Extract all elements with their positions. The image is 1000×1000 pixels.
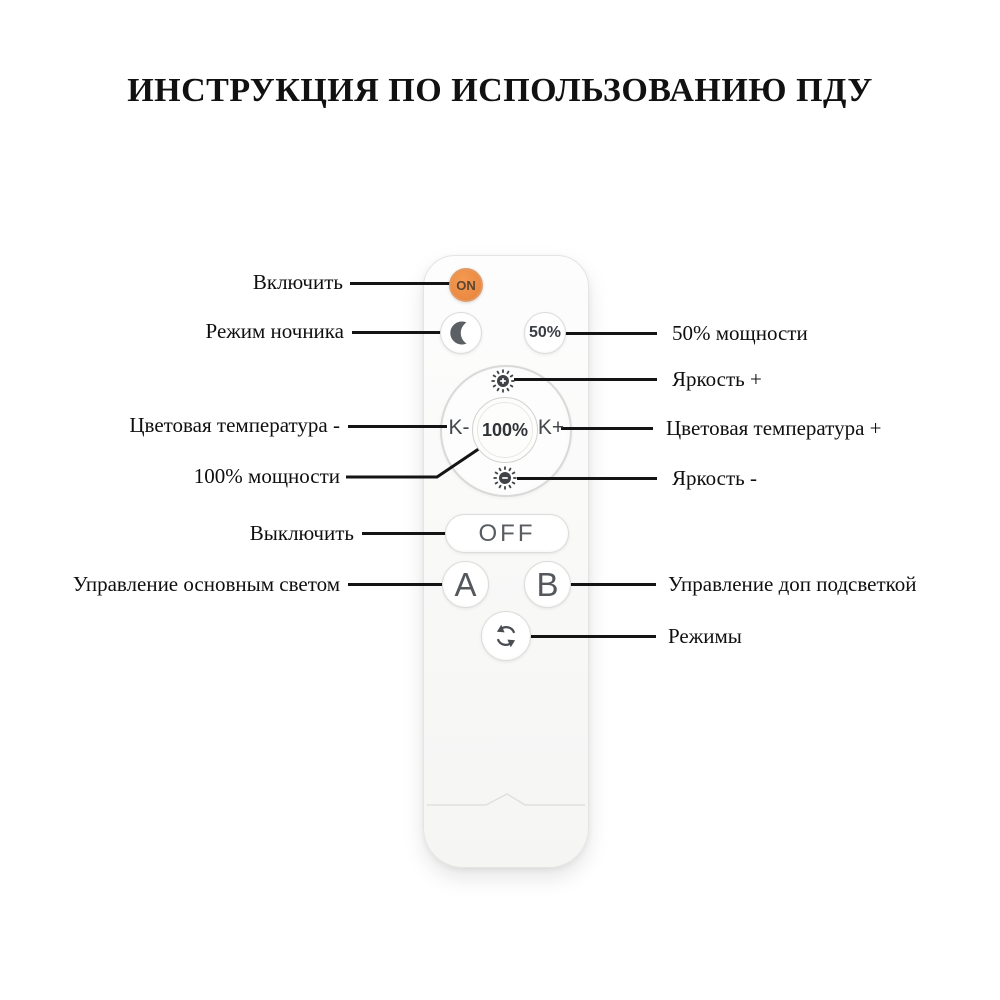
color-temp-plus-button[interactable]: K+ [537,416,565,439]
sun-plus-icon[interactable] [490,368,516,394]
dial-controls [439,364,571,496]
annotation-night-mode: Режим ночника [205,319,344,343]
annotation-aux-light: Управление доп подсветкой [668,572,917,596]
moon-icon [446,318,476,348]
power-on-button[interactable]: ON [449,268,483,302]
cycle-arrows-icon [492,622,520,650]
main-light-button[interactable]: A [442,561,489,608]
aux-light-button[interactable]: B [524,561,571,608]
annotation-brightness-plus: Яркость + [672,367,762,391]
color-temp-minus-button[interactable]: K- [448,416,470,439]
annotation-modes: Режимы [668,624,742,648]
night-mode-button[interactable] [440,312,482,354]
annotation-brightness-minus: Яркость - [672,466,757,490]
full-power-button[interactable]: 100% [472,397,538,463]
modes-button[interactable] [481,611,531,661]
annotation-power-off: Выключить [249,521,354,545]
annotation-color-temp-minus: Цветовая температура - [129,413,340,437]
annotation-full-power: 100% мощности [193,464,340,488]
power-off-button[interactable]: OFF [445,514,569,553]
annotation-power-on: Включить [252,270,343,294]
annotation-main-light: Управление основным светом [72,572,340,596]
annotation-color-temp-plus: Цветовая температура + [666,416,882,440]
page-title: ИНСТРУКЦИЯ ПО ИСПОЛЬЗОВАНИЮ ПДУ [127,72,873,109]
half-power-button[interactable]: 50% [524,312,566,354]
sun-minus-icon[interactable] [492,465,518,491]
annotation-half-power: 50% мощности [672,321,808,345]
